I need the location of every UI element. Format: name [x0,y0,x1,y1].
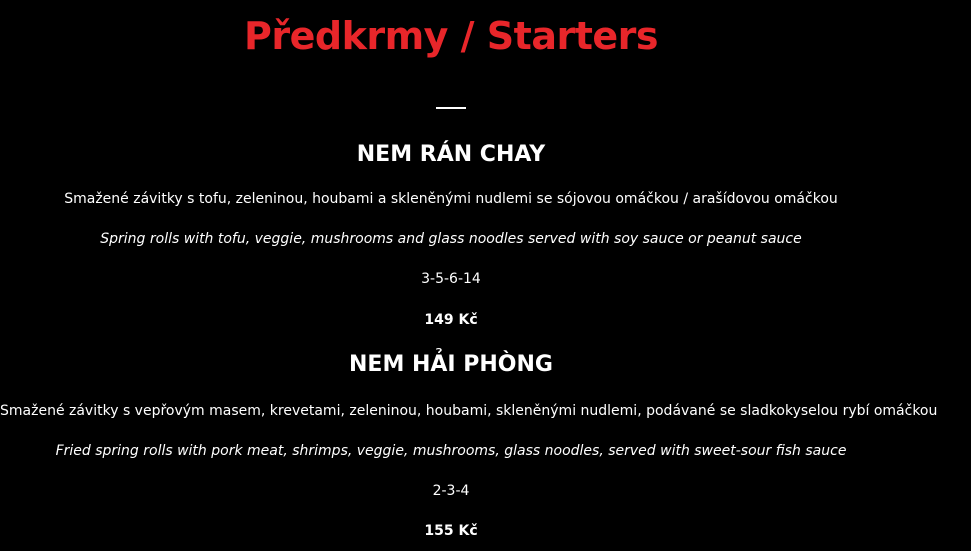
dish-allergens: 3-5-6-14 [421,271,481,287]
dish-allergens: 2-3-4 [432,483,470,499]
dish-name: NEM HẢI PHÒNG [349,352,553,377]
dish-name: NEM RÁN CHAY [356,142,546,167]
dish-description-cz: Smažené závitky s vepřovým masem, krevetami, zeleninou, houbami, skleněnými nudlemi, podávané se sladkokyselou rybí omáčkou [0,403,938,419]
section-title: Předkrmy / Starters [244,14,658,58]
title-divider [436,107,466,109]
dish-price: 155 Kč [424,523,478,539]
dish-price: 149 Kč [424,312,478,328]
dish-description-en: Spring rolls with tofu, veggie, mushrooms and glass noodles served with soy sauce or peanut sauce [100,231,802,247]
dish-description-cz: Smažené závitky s tofu, zeleninou, houbami a skleněnými nudlemi se sójovou omáčkou / arašídovou omáčkou [64,191,838,207]
dish-description-en: Fried spring rolls with pork meat, shrimps, veggie, mushrooms, glass noodles, served with sweet-sour fish sauce [55,443,847,459]
